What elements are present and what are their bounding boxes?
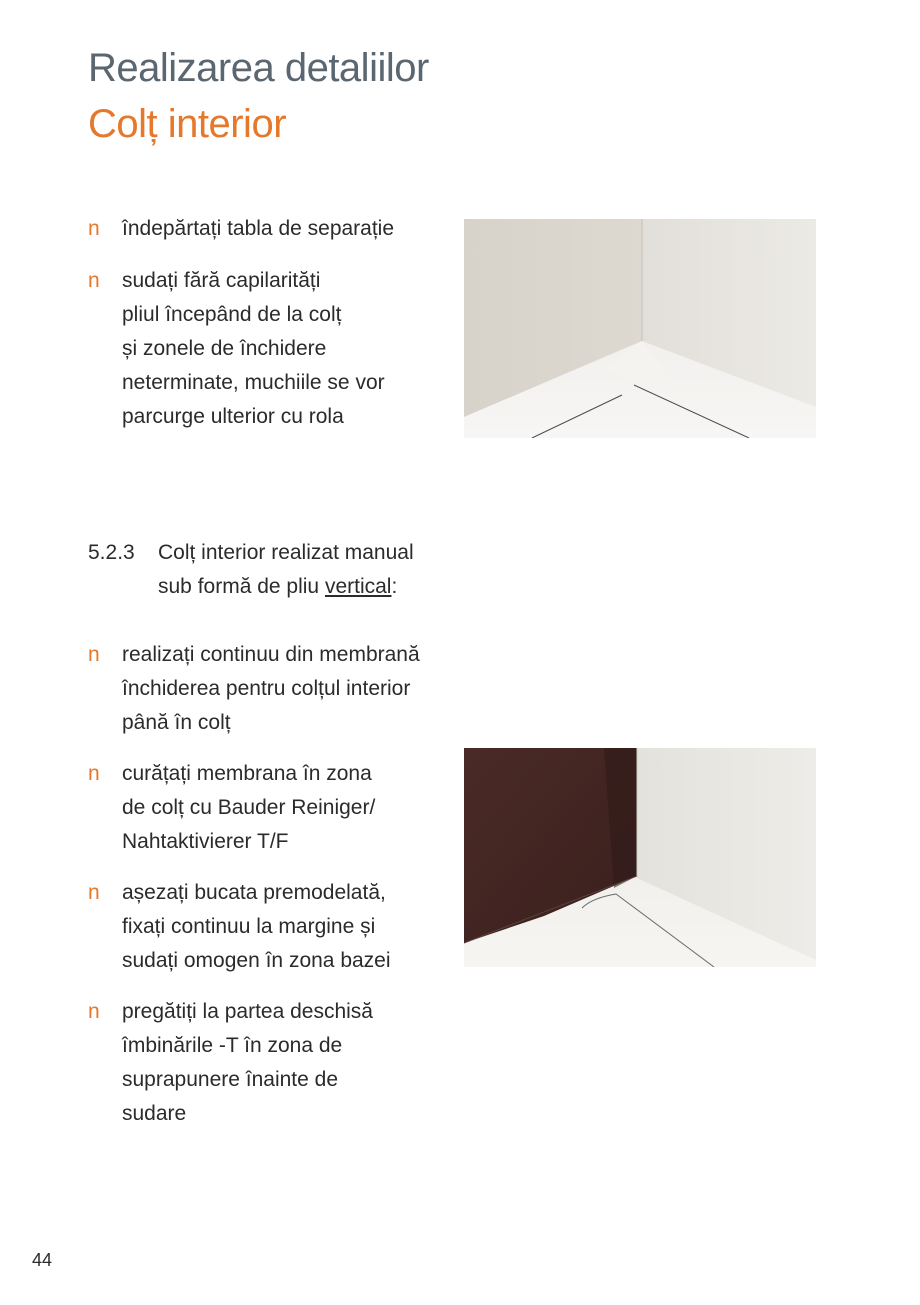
section-title-text: sub formă de pliu (158, 575, 325, 598)
bullet-marker: n (88, 762, 100, 785)
inner-corner-photo-light (464, 219, 816, 438)
bullet-marker: n (88, 881, 100, 904)
bullet-marker: n (88, 643, 100, 666)
section-number: 5.2.3 (88, 541, 135, 564)
section-title-line: Colț interior realizat manual (158, 541, 414, 564)
page-number: 44 (32, 1250, 53, 1270)
bullet-text-line: pregătiți la partea deschisă (122, 1000, 373, 1023)
bullet-text-line: sudare (122, 1102, 187, 1125)
inner-corner-photo-dark (464, 748, 816, 967)
bullet-text-line: pliul începând de la colț (122, 303, 342, 326)
bullet-text-line: închiderea pentru colțul interior (122, 677, 411, 700)
section-title-underlined: vertical (324, 575, 392, 598)
bullet-text-line: parcurge ulterior cu rola (122, 405, 344, 428)
bullet-text-line: îndepărtați tabla de separație (122, 217, 395, 240)
bullet-text-line: suprapunere înainte de (122, 1068, 338, 1091)
bullet-text-line: până în colț (122, 711, 231, 734)
bullet-text-line: Nahtaktivierer T/F (122, 830, 289, 853)
bullet-marker: n (88, 269, 100, 292)
page-title: Realizarea detaliilor (88, 46, 429, 90)
bullet-text-line: îmbinările -T în zona de (122, 1034, 343, 1057)
bullet-text-line: curățați membrana în zona (122, 762, 372, 785)
bullet-text-line: sudați fără capilarități (122, 269, 321, 292)
section-title-line (158, 570, 414, 604)
bullet-text-line: și zonele de închidere (122, 337, 327, 360)
bullet-text-line: realizați continuu din membrană (122, 643, 420, 666)
bullet-text-line: neterminate, muchiile se vor (122, 371, 385, 394)
section-title-colon: : (391, 575, 398, 598)
bullet-text-line: fixați continuu la margine și (122, 915, 376, 938)
bullet-text-line: așezați bucata premodelată, (122, 881, 386, 904)
bullet-marker: n (88, 217, 100, 240)
bullet-marker: n (88, 1000, 100, 1023)
bullet-text-line: sudați omogen în zona bazei (122, 949, 391, 972)
page-subtitle: Colț interior (88, 102, 287, 146)
bullet-text-line: de colț cu Bauder Reiniger/ (122, 796, 376, 819)
